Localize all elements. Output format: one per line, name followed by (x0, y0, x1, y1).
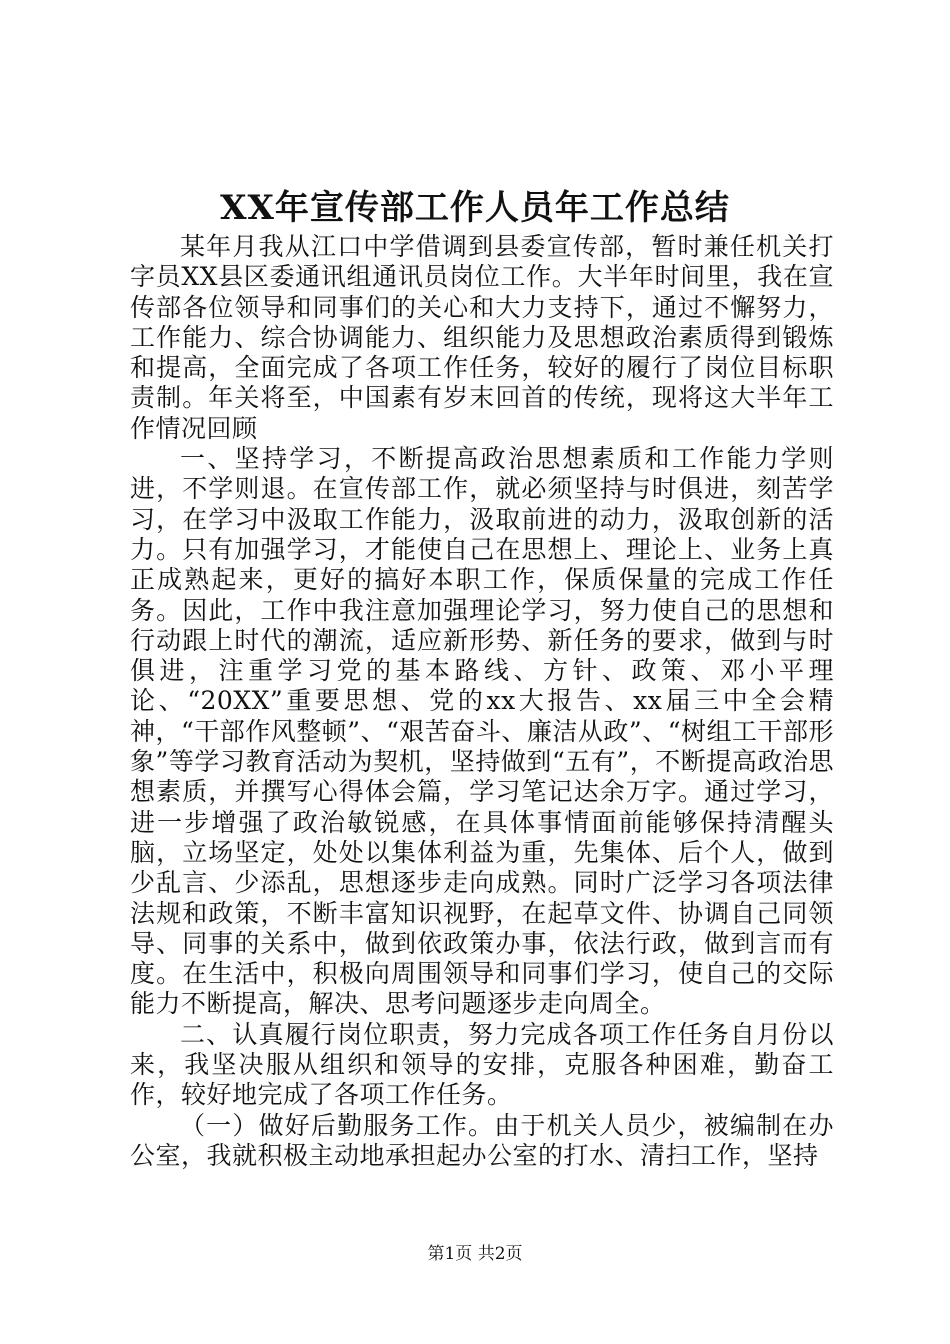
page-footer: 第1页 共2页 (427, 1244, 523, 1264)
paragraph-section-1: 一、坚持学习，不断提高政治思想素质和工作能力学则进，不学则退。在宣传部工作，就必须坚持与时俱进，刻苦学习，在学习中汲取工作能力，汲取前进的动力，汲取创新的活力。只有加强学习，才能使自己在思想上、理论上、业务上真正成熟起来，更好的搞好本职工作，保质保量的完成工作任务。因此，工作中我注意加强理论学习，努力使自己的思想和行动跟上时代的潮流，适应新形势、新任务的要求，做到与时俱进，注重学习党的基本路线、方针、政策、邓小平理论、“20XX”重要思想、党的xx大报告、xx届三中全会精神，“干部作风整顿”、“艰苦奋斗、廉洁从政”、“树组工干部形象”等学习教育活动为契机，坚持做到“五有”，不断提高政治思想素质，并撰写心得体会篇，学习笔记达余万字。通过学习，进一步增强了政治敏锐感，在具体事情面前能够保持清醒头脑，立场坚定，处处以集体利益为重，先集体、后个人，做到少乱言、少添乱，思想逐步走向成熟。同时广泛学习各项法律法规和政策，不断丰富知识视野，在起草文件、协调自己同领导、同事的关系中，做到依政策办事，依法行政，做到言而有度。在生活中，积极向周围领导和同事们学习，使自己的交际能力不断提高，解决、思考问题逐步走向周全。 (130, 444, 834, 1019)
document-body (130, 232, 834, 1171)
paragraph-subsection-1: （一）做好后勤服务工作。由于机关人员少，被编制在办公室，我就积极主动地承担起办公室的打水、清扫工作，坚持 (130, 1110, 834, 1170)
paragraph-section-2: 二、认真履行岗位职责，努力完成各项工作任务自月份以来，我坚决服从组织和领导的安排，克服各种困难，勤奋工作，较好地完成了各项工作任务。 (130, 1019, 834, 1110)
paragraph-intro: 某年月我从江口中学借调到县委宣传部，暂时兼任机关打字员XX县区委通讯组通讯员岗位工作。大半年时间里，我在宣传部各位领导和同事们的关心和大力支持下，通过不懈努力，工作能力、综合协调能力、组织能力及思想政治素质得到锻炼和提高，全面完成了各项工作任务，较好的履行了岗位目标职责制。年关将至，中国素有岁末回首的传统，现将这大半年工作情况回顾 (130, 232, 834, 443)
document-title: XX年宣传部工作人员年工作总结 (220, 188, 730, 228)
